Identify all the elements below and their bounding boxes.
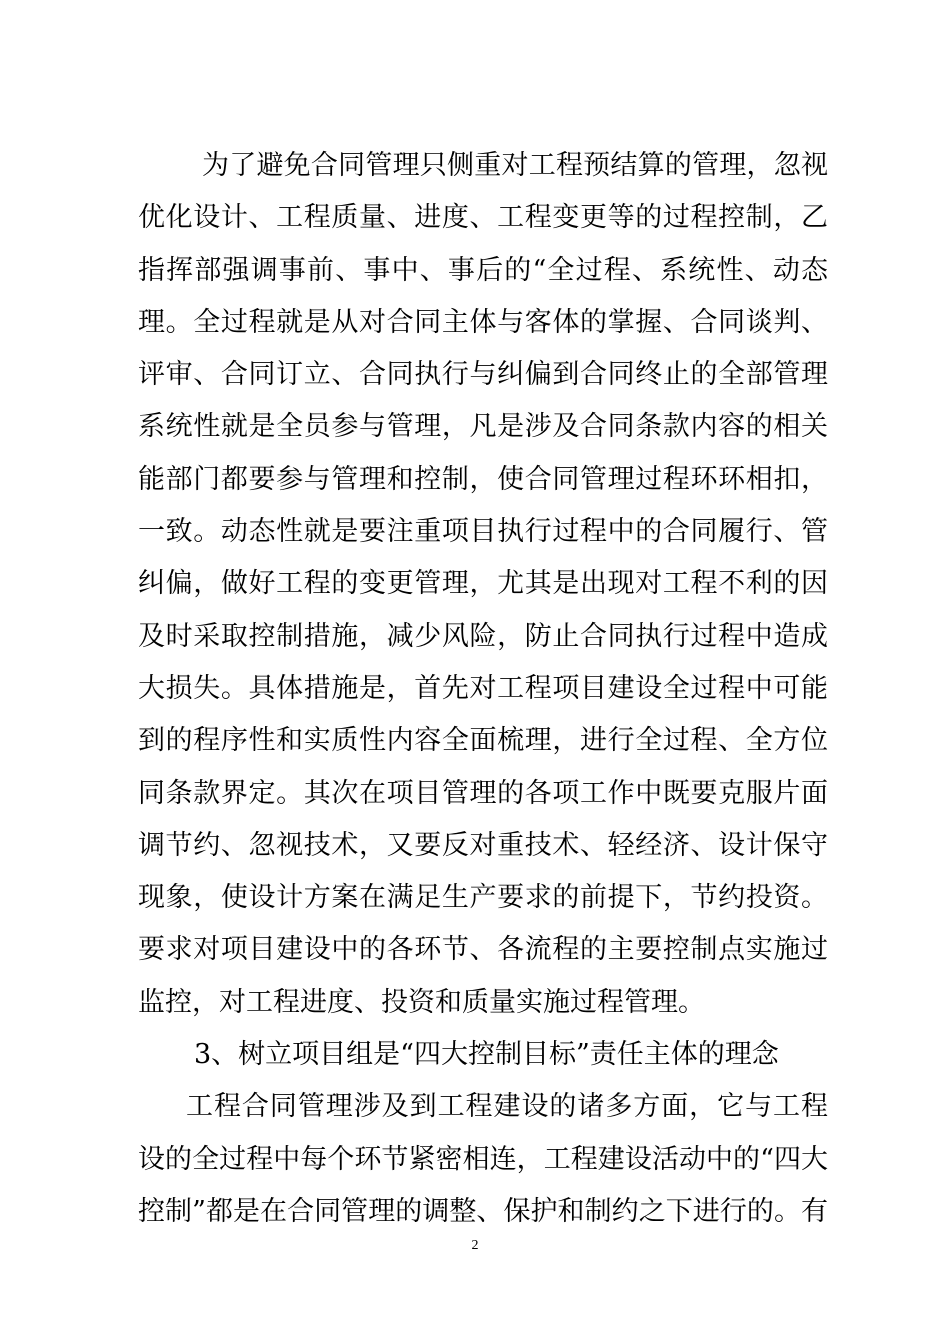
paragraph-line: 同条款界定。其次在项目管理的各项工作中既要克服片面: [138, 777, 828, 809]
paragraph-line: 现象，使设计方案在满足生产要求的前提下，节约投资。: [138, 882, 828, 914]
paragraph-line: 大损失。具体措施是，首先对工程项目建设全过程中可能: [138, 672, 828, 704]
paragraph-line: 优化设计、工程质量、进度、工程变更等的过程控制，乙: [138, 202, 828, 234]
paragraph-line: 能部门都要参与管理和控制，使合同管理过程环环相扣，: [138, 463, 828, 495]
paragraph-line: 系统性就是全员参与管理，凡是涉及合同条款内容的相关: [138, 411, 828, 443]
paragraph-line: 纠偏，做好工程的变更管理，尤其是出现对工程不利的因: [138, 568, 828, 600]
paragraph-line: 及时采取控制措施，减少风险，防止合同执行过程中造成: [138, 620, 828, 652]
section-heading: 3、树立项目组是“四大控制目标”责任主体的理念: [194, 1039, 779, 1071]
page-number: 2: [471, 1238, 479, 1253]
paragraph-line: 设的全过程中每个环节紧密相连，工程建设活动中的“四大: [138, 1143, 828, 1175]
paragraph-line: 监控，对工程进度、投资和质量实施过程管理。: [138, 986, 705, 1018]
paragraph-line: 指挥部强调事前、事中、事后的“全过程、系统性、动态: [138, 254, 828, 286]
body-text: [138, 140, 828, 1238]
paragraph-line: 调节约、忽视技术，又要反对重技术、轻经济、设计保守: [138, 829, 828, 861]
paragraph-line: 工程合同管理涉及到工程建设的诸多方面，它与工程: [186, 1091, 828, 1123]
paragraph-line: 一致。动态性就是要注重项目执行过程中的合同履行、管: [138, 516, 828, 548]
paragraph-line: 理。全过程就是从对合同主体与客体的掌握、合同谈判、: [138, 306, 828, 338]
paragraph-line: 评审、合同订立、合同执行与纠偏到合同终止的全部管理: [138, 359, 828, 391]
paragraph-line: 为了避免合同管理只侧重对工程预结算的管理，忽视: [202, 150, 828, 181]
paragraph-line: 控制”都是在合同管理的调整、保护和制约之下进行的。有: [138, 1195, 828, 1227]
paragraph-line: 要求对项目建设中的各环节、各流程的主要控制点实施过: [138, 934, 828, 966]
paragraph-line: 到的程序性和实质性内容全面梳理，进行全过程、全方位: [138, 725, 828, 757]
